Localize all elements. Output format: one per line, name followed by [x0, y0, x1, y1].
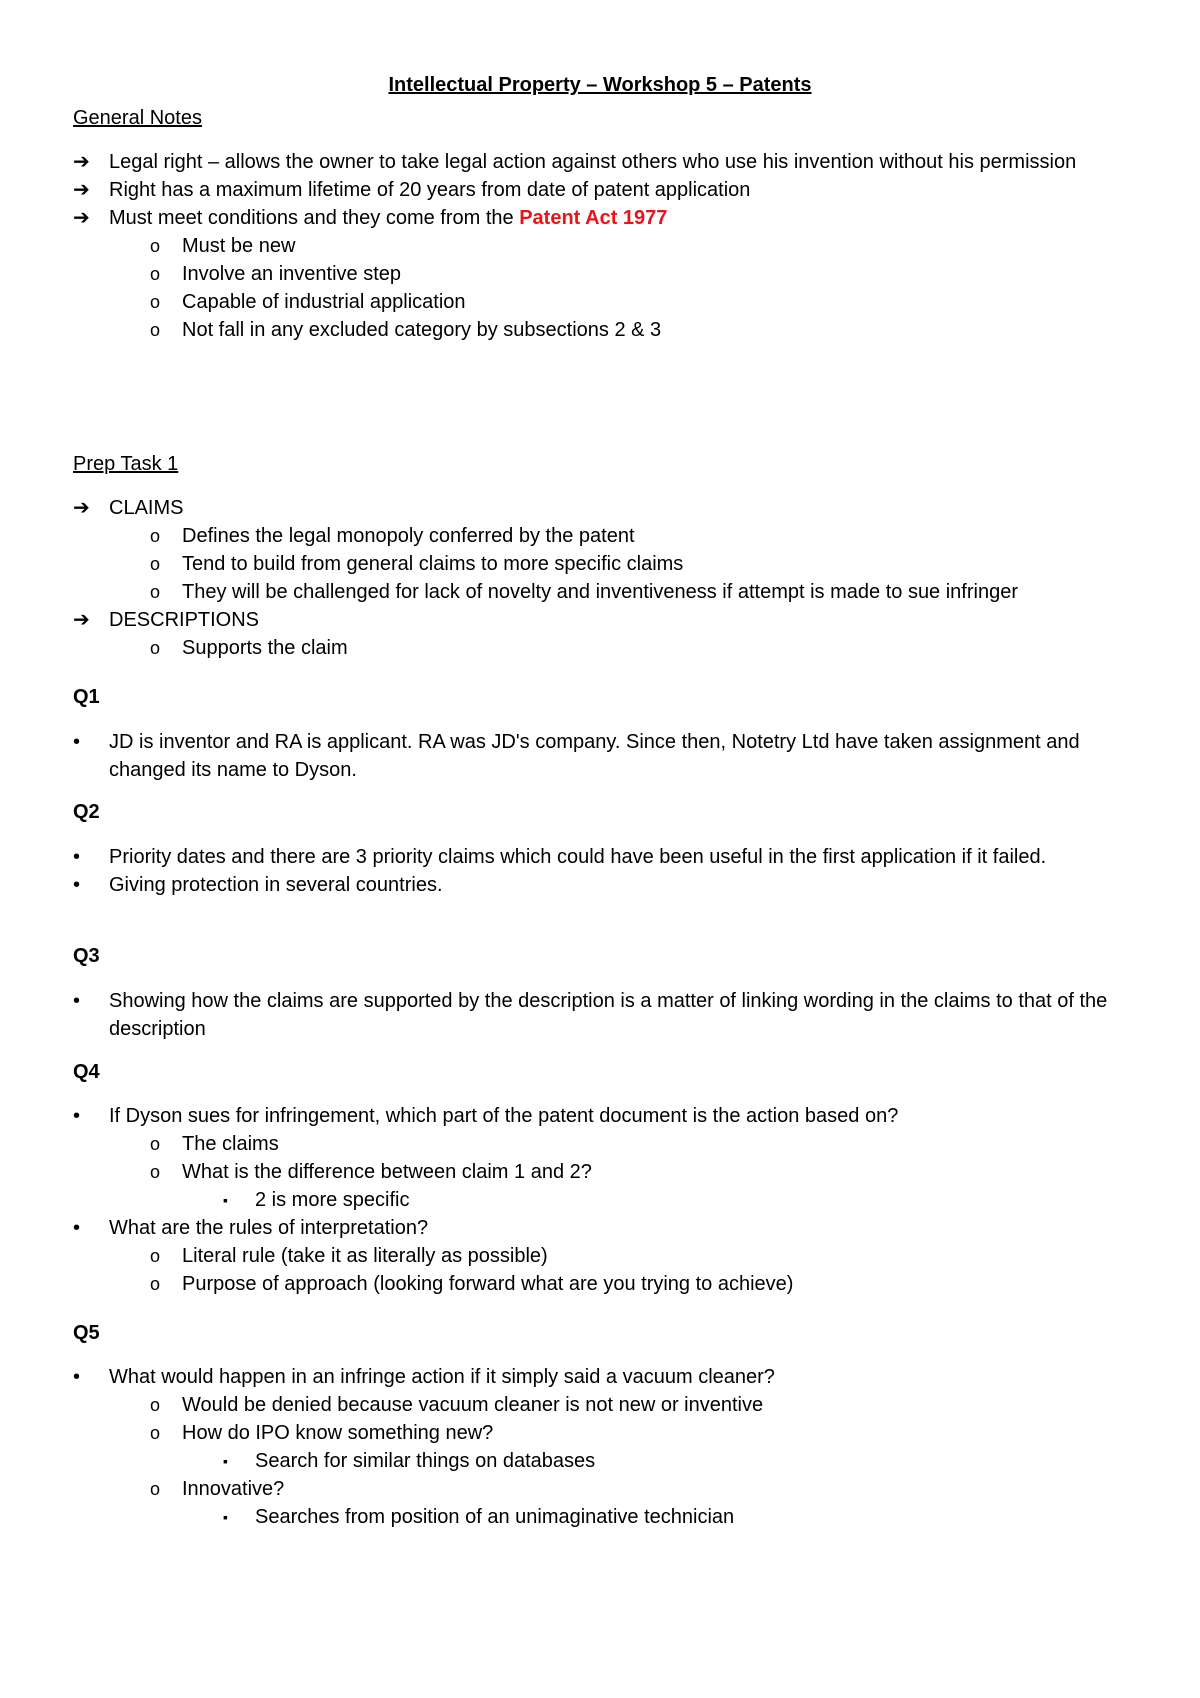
list-item: o They will be challenged for lack of novelty and inventiveness if attempt is made to sue infringer [73, 578, 1133, 606]
circle-bullet-icon: o [150, 1162, 161, 1182]
arrow-icon: ➔ [73, 179, 90, 201]
circle-bullet-icon: o [150, 1395, 161, 1415]
circle-bullet-icon: o [150, 320, 161, 340]
list-item: o Defines the legal monopoly conferred by the patent [73, 522, 1133, 550]
list-item: ➔ CLAIMS [73, 494, 1133, 522]
circle-bullet-icon: o [150, 554, 161, 574]
list-item: o How do IPO know something new? [73, 1419, 1133, 1447]
list-item: o Tend to build from general claims to more specific claims [73, 550, 1133, 578]
q4-list [73, 1102, 1133, 1298]
prep-task-list [73, 494, 1133, 662]
bullet-icon: • [73, 1105, 81, 1127]
q1-heading: Q1 [73, 686, 100, 708]
list-item: • Giving protection in several countries. [73, 871, 1133, 899]
list-item: ▪ Search for similar things on databases [73, 1447, 1133, 1475]
q4-heading: Q4 [73, 1061, 100, 1083]
circle-bullet-icon: o [150, 1246, 161, 1266]
circle-bullet-icon: o [150, 582, 161, 602]
square-bullet-icon: ▪ [223, 1453, 228, 1469]
list-item: • Showing how the claims are supported by the description is a matter of linking wording in the claims to that of the description [73, 987, 1133, 1043]
circle-bullet-icon: o [150, 292, 161, 312]
arrow-icon: ➔ [73, 151, 90, 173]
q1-list [73, 728, 1133, 784]
list-item: • JD is inventor and RA is applicant. RA was JD's company. Since then, Notetry Ltd have taken assignment and changed its name to Dyson. [73, 728, 1133, 784]
square-bullet-icon: ▪ [223, 1192, 228, 1208]
circle-bullet-icon: o [150, 1274, 161, 1294]
q2-heading: Q2 [73, 801, 100, 823]
list-item: o What is the difference between claim 1 and 2? [73, 1158, 1133, 1186]
circle-bullet-icon: o [150, 236, 161, 256]
list-item: • What are the rules of interpretation? [73, 1214, 1133, 1242]
list-item: o Capable of industrial application [73, 288, 1133, 316]
list-item: o Not fall in any excluded category by subsections 2 & 3 [73, 316, 1133, 344]
circle-bullet-icon: o [150, 526, 161, 546]
list-item: ➔ Right has a maximum lifetime of 20 years from date of patent application [73, 176, 1133, 204]
list-item: ▪ Searches from position of an unimaginative technician [73, 1503, 1133, 1531]
list-item: • If Dyson sues for infringement, which part of the patent document is the action based on? [73, 1102, 1133, 1130]
circle-bullet-icon: o [150, 1134, 161, 1154]
general-notes-heading: General Notes [73, 107, 202, 129]
list-item: o Involve an inventive step [73, 260, 1133, 288]
arrow-icon: ➔ [73, 207, 90, 229]
arrow-icon: ➔ [73, 609, 90, 631]
bullet-icon: • [73, 874, 81, 896]
square-bullet-icon: ▪ [223, 1509, 228, 1525]
list-item: o The claims [73, 1130, 1133, 1158]
list-item: ▪ 2 is more specific [73, 1186, 1133, 1214]
bullet-icon: • [73, 846, 81, 868]
q5-heading: Q5 [73, 1322, 100, 1344]
q2-list [73, 843, 1133, 899]
list-item: o Purpose of approach (looking forward what are you trying to achieve) [73, 1270, 1133, 1298]
q3-heading: Q3 [73, 945, 100, 967]
list-item: • Priority dates and there are 3 priority claims which could have been useful in the first application if it failed. [73, 843, 1133, 871]
list-item: o Must be new [73, 232, 1133, 260]
circle-bullet-icon: o [150, 1479, 161, 1499]
list-item: ➔ DESCRIPTIONS [73, 606, 1133, 634]
bullet-icon: • [73, 990, 81, 1012]
circle-bullet-icon: o [150, 1423, 161, 1443]
arrow-icon: ➔ [73, 497, 90, 519]
patent-act-highlight: Patent Act 1977 [519, 207, 668, 229]
list-item: o Supports the claim [73, 634, 1133, 662]
general-notes-list [73, 148, 1133, 344]
list-item: ➔ Legal right – allows the owner to take legal action against others who use his invention without his permission [73, 148, 1133, 176]
list-item: o Literal rule (take it as literally as possible) [73, 1242, 1133, 1270]
q5-list [73, 1363, 1133, 1531]
circle-bullet-icon: o [150, 638, 161, 658]
circle-bullet-icon: o [150, 264, 161, 284]
list-item: o Would be denied because vacuum cleaner is not new or inventive [73, 1391, 1133, 1419]
prep-task-heading: Prep Task 1 [73, 453, 179, 475]
bullet-icon: • [73, 731, 81, 753]
list-item: o Innovative? [73, 1475, 1133, 1503]
q3-list [73, 987, 1133, 1043]
bullet-icon: • [73, 1217, 81, 1239]
bullet-icon: • [73, 1366, 81, 1388]
list-item: • What would happen in an infringe action if it simply said a vacuum cleaner? [73, 1363, 1133, 1391]
list-item: ➔ Must meet conditions and they come from the Patent Act 1977 [73, 204, 1133, 232]
document-title: Intellectual Property – Workshop 5 – Patents [388, 74, 812, 96]
